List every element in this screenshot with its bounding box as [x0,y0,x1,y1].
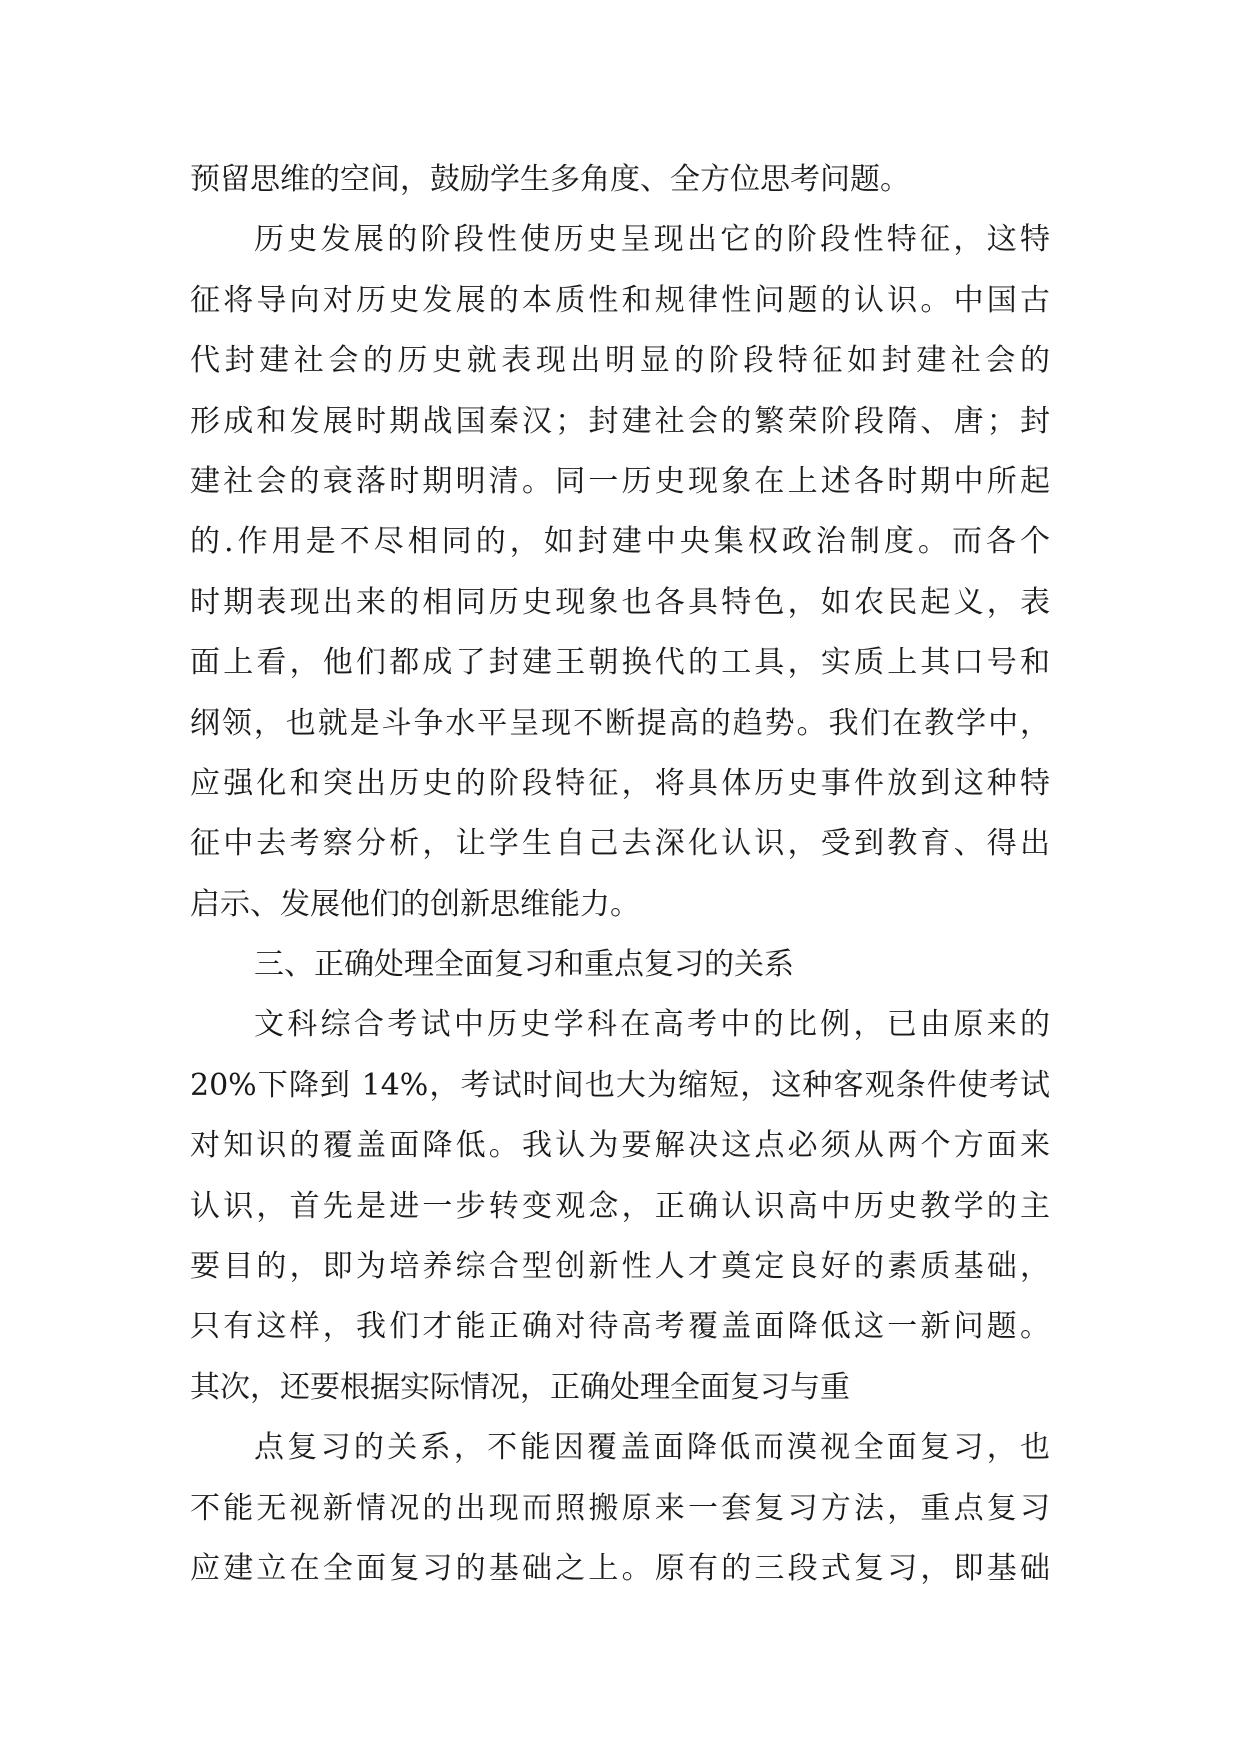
section-heading: 三、正确处理全面复习和重点复习的关系 [254,947,794,983]
document-page [190,150,1050,1599]
text-line: 只有这样，我们才能正确对待高考覆盖面降低这一新问题。 [190,1309,1050,1345]
text-line: 要目的，即为培养综合型创新性人才奠定良好的素质基础， [190,1249,1050,1285]
text-line: 认识，首先是进一步转变观念，正确认识高中历史教学的主 [190,1188,1050,1224]
text-line: 应建立在全面复习的基础之上。原有的三段式复习，即基础 [190,1550,1050,1586]
text-line: 对知识的覆盖面降低。我认为要解决这点必须从两个方面来 [190,1128,1050,1164]
text-line: 应强化和突出历史的阶段特征，将具体历史事件放到这种特 [190,765,1050,801]
text-line: 历史发展的阶段性使历史呈现出它的阶段性特征，这特 [254,222,1050,258]
text-line: 纲领，也就是斗争水平呈现不断提高的趋势。我们在教学中， [190,705,1050,741]
text-line: 征将导向对历史发展的本质性和规律性问题的认识。中国古 [190,282,1050,318]
text-line: 启示、发展他们的创新思维能力。 [190,886,640,922]
text-line: 文科综合考试中历史学科在高考中的比例，已由原来的 [254,1007,1050,1043]
text-line: 的.作用是不尽相同的，如封建中央集权政治制度。而各个 [190,524,1050,560]
text-line: 面上看，他们都成了封建王朝换代的工具，实质上其口号和 [190,645,1050,681]
text-line: 征中去考察分析，让学生自己去深化认识，受到教育、得出 [190,826,1050,862]
text-line: 建社会的衰落时期明清。同一历史现象在上述各时期中所起 [190,463,1050,499]
text-line: 不能无视新情况的出现而照搬原来一套复习方法，重点复习 [190,1490,1050,1526]
text-line: 代封建社会的历史就表现出明显的阶段特征如封建社会的 [190,343,1050,379]
text-line: 20%下降到 14%，考试时间也大为缩短，这种客观条件使考试 [190,1067,1050,1103]
text-line: 形成和发展时期战国秦汉；封建社会的繁荣阶段隋、唐；封 [190,403,1050,439]
text-line: 点复习的关系，不能因覆盖面降低而漠视全面复习，也 [254,1430,1050,1466]
text-line: 其次，还要根据实际情况，正确处理全面复习与重 [190,1369,850,1405]
text-line: 时期表现出来的相同历史现象也各具特色，如农民起义，表 [190,584,1050,620]
text-line: 预留思维的空间，鼓励学生多角度、全方位思考问题。 [190,162,910,197]
